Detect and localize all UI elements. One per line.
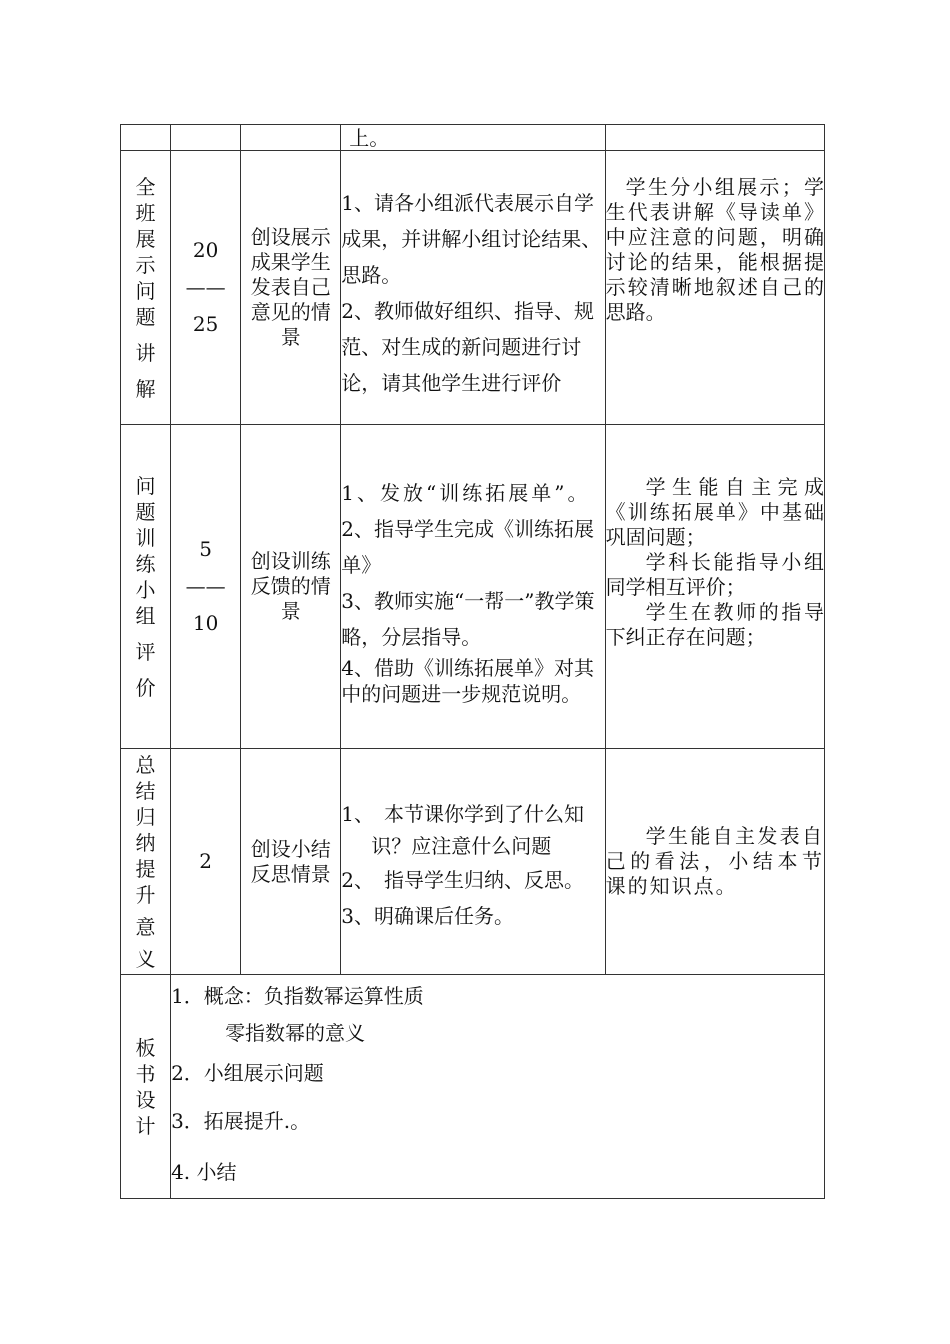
student-line: 学科长能指导小组同学相互评价； [605,550,824,599]
teacher-line: 1、请各小组派代表展示自学成果，并讲解小组讨论结果、思路。 [341,190,602,287]
time-dash: —— [185,275,226,299]
situation-cell: 创设展示成果学生发表自己意见的情景 [241,151,341,425]
stage-char: 问 [135,473,156,498]
board-label-cell [121,975,171,1199]
teacher-line: 1、 本节课你学到了什么知识？应注意什么问题 [341,801,585,858]
time-cell [171,151,241,425]
stage-char: 组 [135,603,156,628]
stage-char: 小 [135,577,156,602]
teacher-line: 4、借助《训练拓展单》对其中的问题进一步规范说明。 [341,655,595,706]
table-row [121,749,825,975]
time-value: 20 [192,238,219,262]
time-value: 25 [192,312,219,336]
student-line: 学生能自主完成《训练拓展单》中基础巩固问题； [605,475,824,549]
time-cell [171,125,241,151]
teacher-activity-cell [341,425,605,749]
board-line: 零指数幂的意义 [225,1020,366,1045]
table-row [121,151,825,425]
board-line: 1．概念：负指数幂运算性质 [171,983,424,1008]
situation-cell: 创设训练反馈的情景 [241,425,341,749]
lesson-plan-table [120,124,825,1199]
stage-char: 纳 [135,830,156,855]
board-line: 2．小组展示问题 [171,1060,324,1085]
stage-cell [121,151,171,425]
teacher-line: 2、教师做好组织、指导、规范、对生成的新问题进行讨论，请其他学生进行评价 [341,298,595,395]
student-line: 学生分小组展示；学生代表讲解《导读单》中应注意的问题，明确讨论的结果，能根据提示较清晰地叙述自己的思路。 [605,175,824,324]
time-cell [171,749,241,975]
board-line: 4. 小结 [171,1159,237,1184]
teacher-line: 3、教师实施“一帮一”教学策略，分层指导。 [341,588,595,649]
stage-char: 题 [135,304,156,329]
teacher-line: 2、 指导学生归纳、反思。 [341,867,585,892]
stage-char: 意 [135,914,156,939]
stage-char: 展 [135,226,156,251]
stage-char: 班 [135,200,156,225]
stage-char: 评 [135,639,156,664]
student-activity-cell [605,749,824,975]
stage-char: 示 [135,252,156,277]
board-label-char: 设 [135,1087,156,1112]
teacher-line: 3、明确课后任务。 [341,903,515,928]
stage-char: 练 [135,551,156,576]
student-line: 学生能自主发表自己的看法，小结本节课的知识点。 [605,824,824,898]
stage-char: 提 [135,856,156,881]
stage-char: 总 [135,752,156,777]
student-line: 学生在教师的指导下纠正存在问题； [605,600,824,649]
time-value: 2 [199,849,212,873]
situation-cell: 创设小结反思情景 [241,749,341,975]
time-dash: —— [185,574,226,598]
table-row [121,425,825,749]
board-content-cell [171,975,825,1199]
stage-char: 价 [135,675,156,700]
student-activity-cell [605,425,824,749]
student-activity-cell [605,151,824,425]
table-row [121,975,825,1199]
stage-char: 问 [135,278,156,303]
stage-char: 全 [135,174,156,199]
stage-char: 讲 [135,340,156,365]
stage-char: 解 [135,376,156,401]
student-activity-cell [605,125,824,151]
table-row [121,125,825,151]
teacher-line: 2、指导学生完成《训练拓展单》 [341,516,595,577]
board-label-char: 计 [135,1113,156,1138]
board-label-char: 板 [135,1035,156,1060]
time-value: 5 [199,537,212,561]
teacher-activity-cell [341,151,605,425]
stage-char: 升 [135,882,156,907]
stage-cell [121,425,171,749]
teacher-line: 1、发放“训练拓展单”。 [341,480,591,505]
time-cell [171,425,241,749]
stage-cell [121,125,171,151]
teacher-activity-cell [341,749,605,975]
stage-char: 归 [135,804,156,829]
board-label-char: 书 [135,1061,156,1086]
situation-cell [241,125,341,151]
board-line: 3．拓展提升.。 [171,1108,311,1133]
stage-char: 结 [135,778,156,803]
stage-char: 训 [135,525,156,550]
stage-char: 题 [135,499,156,524]
teacher-line: 上。 [349,125,390,150]
stage-cell [121,749,171,975]
stage-char: 义 [135,946,156,971]
teacher-activity-cell [341,125,605,151]
time-value: 10 [192,611,219,635]
